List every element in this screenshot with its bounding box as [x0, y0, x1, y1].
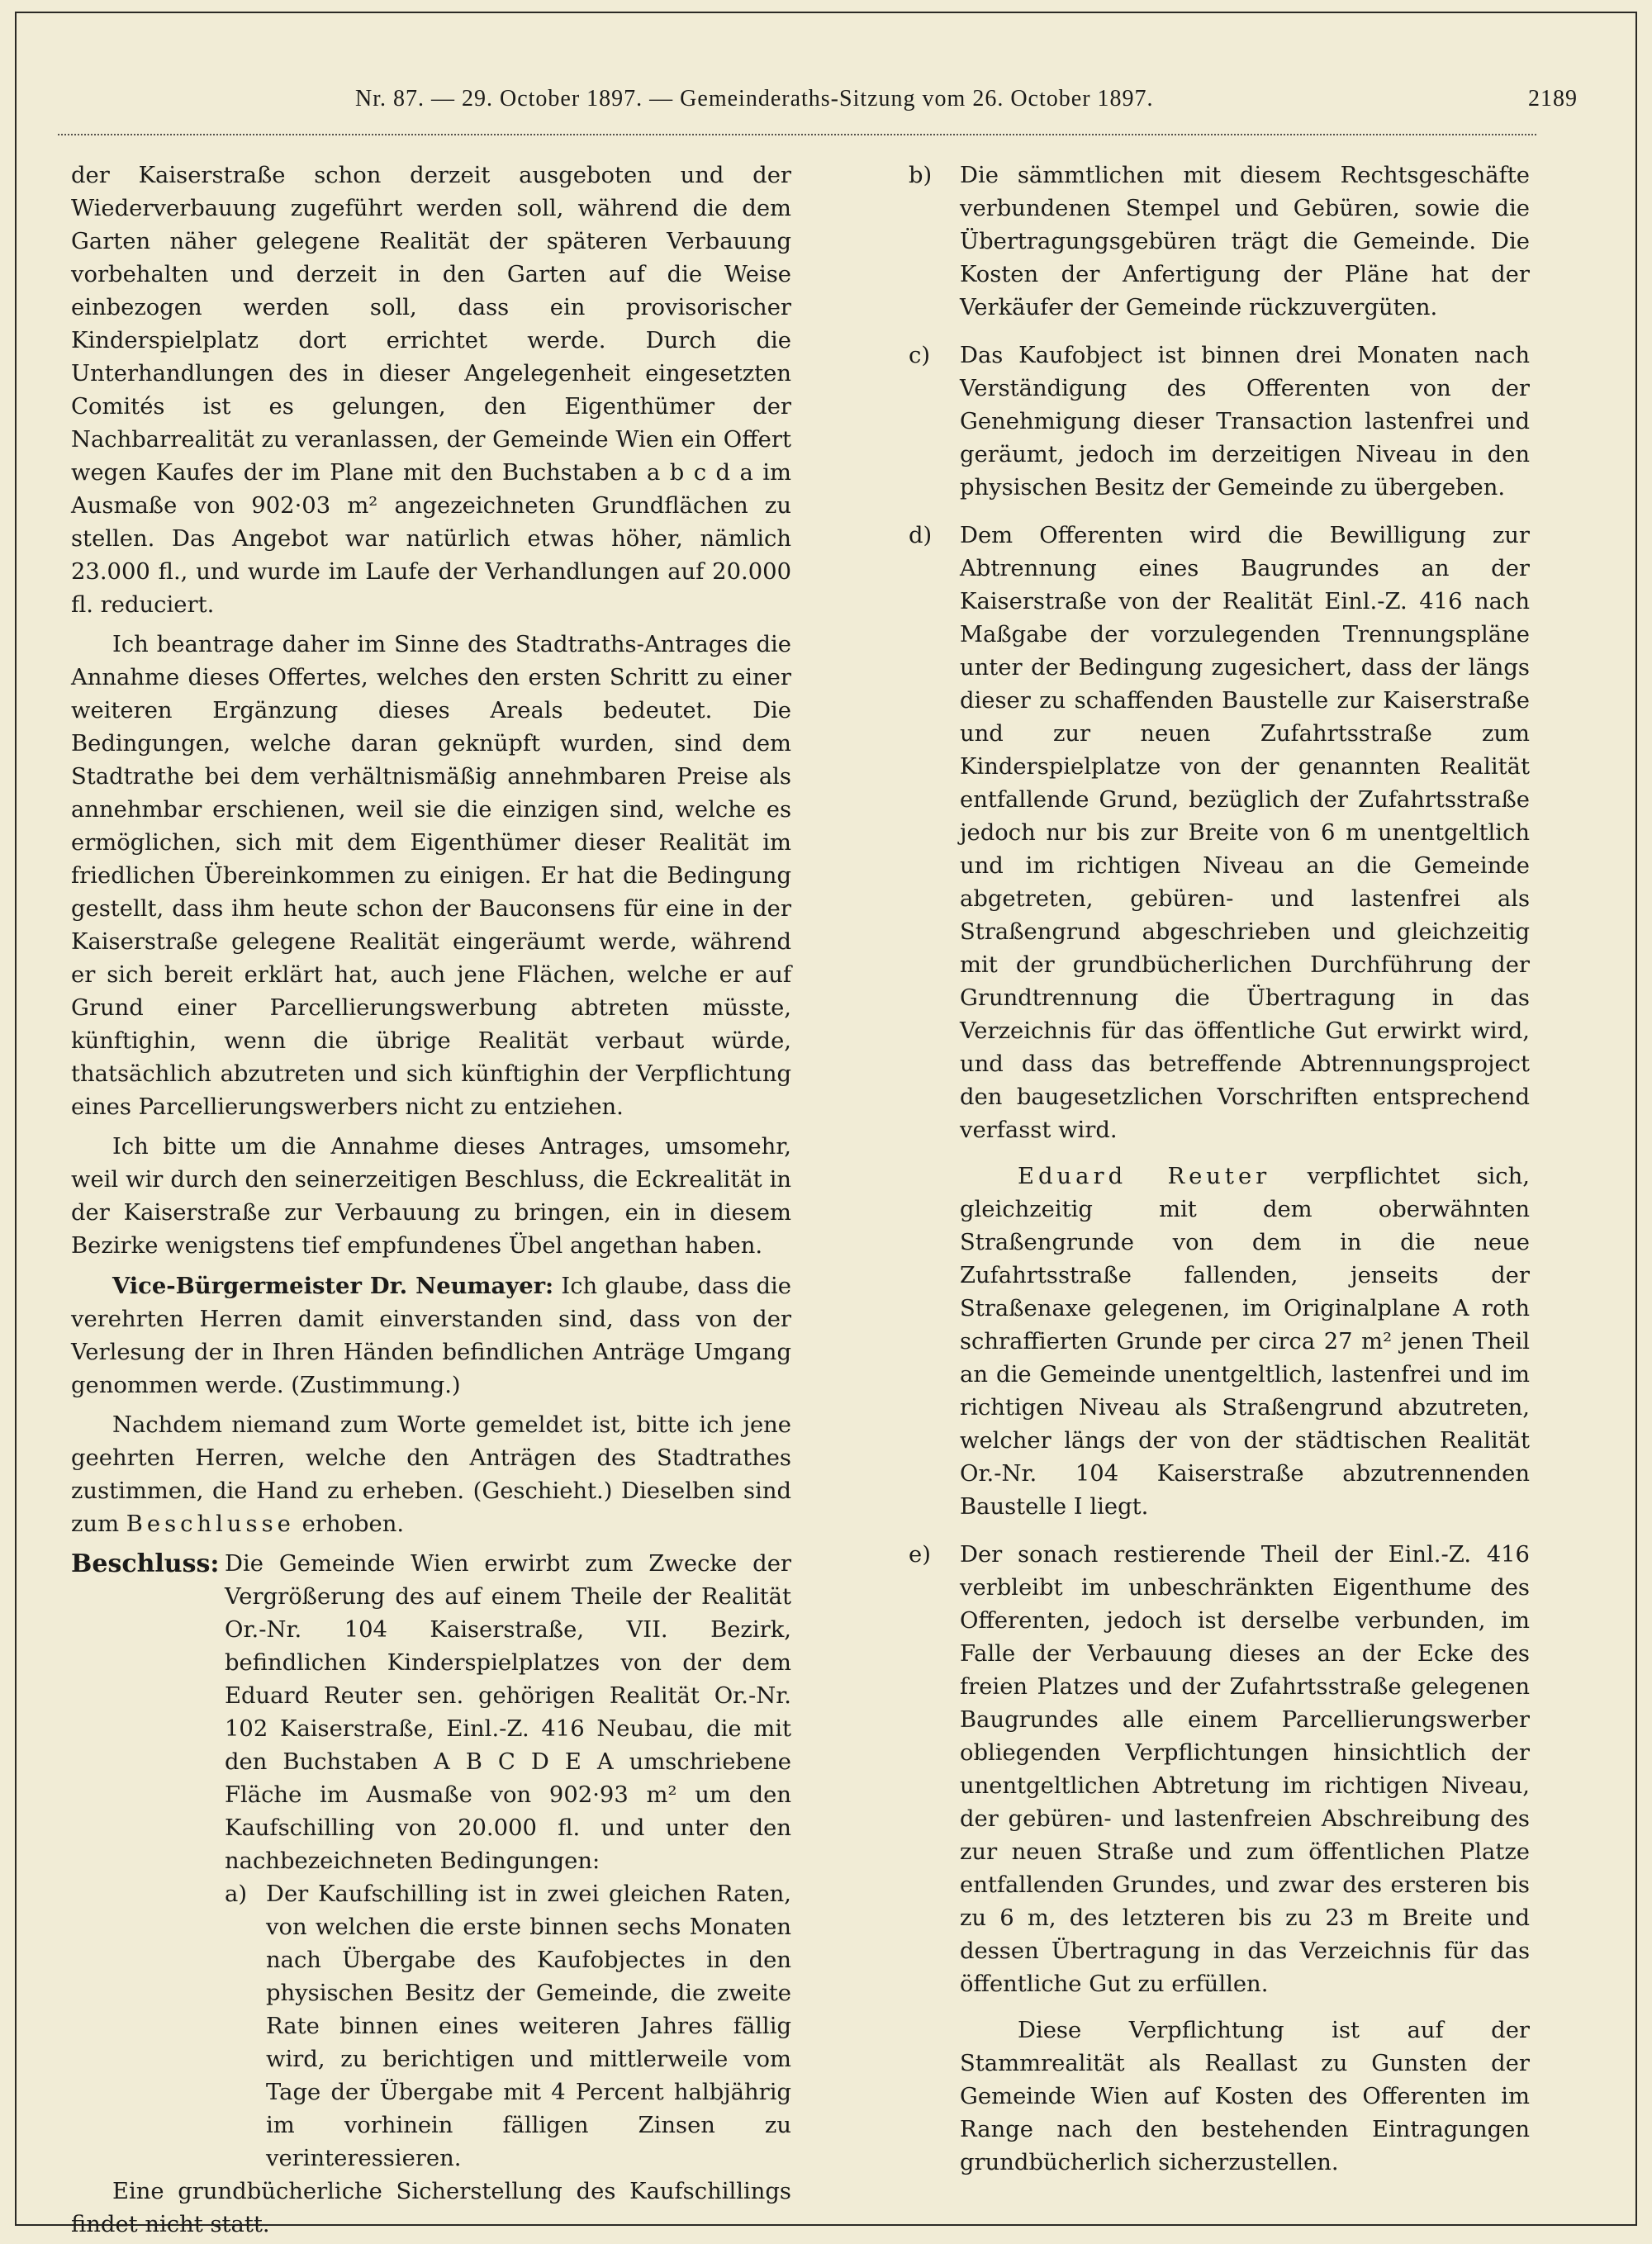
paragraph	[71, 1409, 791, 1541]
item-text: Das Kaufobject ist binnen drei Monaten nach Verständigung des Offerenten von der Genehmigung dieser Transaction lastenfrei und geräumt, jedoch im derzeitigen Niveau in den physischen Besitz der Gemeinde zu übergeben.	[960, 343, 1530, 501]
item-text: Der sonach restierende Theil der Einl.-Z. 416 verbleibt im unbeschränkten Eigenthume des Offerenten, jedoch ist derselbe verbunden, im Falle der Verbauung dieses an der Ecke des freien Platzes und der Zufahrtsstraße gelegenen Baugrundes alle einem Parcellierungswerber obliegenden Verpflichtungen hinsichtlich der unentgeltlichen Abtretung im richtigen Niveau, der gebüren- und lastenfreien Abschreibung des zur neuen Straße und zum öffentlichen Platze entfallenden Grundes, und zwar des ersteren bis zu 6 m, des letzteren bis zu 23 m Breite und dessen Übertragung in das Verzeichnis für das öffentliche Gut zu erfüllen.	[960, 1542, 1530, 1997]
list-item-d	[909, 519, 1530, 1524]
paragraph: Diese Verpflichtung ist auf der Stammrealität als Reallast zu Gunsten der Gemeinde Wien auf Kosten des Offerenten im Range nach den bestehenden Eintragungen grundbücherlich sicherzustellen.	[960, 2018, 1530, 2175]
item-marker: e)	[909, 1542, 931, 1568]
list-item-e	[909, 1539, 1530, 2180]
item-marker: d)	[909, 523, 933, 548]
list-item-a	[225, 1878, 791, 2175]
running-header	[355, 86, 1578, 116]
speaker-paragraph	[71, 1269, 791, 1402]
item-marker: a)	[225, 1881, 248, 1907]
paragraph	[960, 1160, 1530, 1524]
resolution	[71, 1548, 791, 1878]
item-text: Der Kaufschilling ist in zwei gleichen Raten, von welchen die erste binnen sechs Monaten nach Übergabe des Kaufobjectes in den physischen Besitz der Gemeinde, die zweite Rate binnen eines weiteren Jahres fällig wird, zu berichtigen und mittlerweile vom Tage der Übergabe mit 4 Percent halbjährig im vorhinein fälligen Zinsen zu verinteressieren.	[266, 1881, 791, 2171]
paragraph: Eine grundbücherliche Sicherstellung des Kaufschillings findet nicht statt.	[71, 2179, 791, 2237]
item-text: Die sämmtlichen mit diesem Rechtsgeschäfte verbundenen Stempel und Gebüren, sowie die Übertragungsgebüren trägt die Gemeinde. Die Kosten der Anfertigung der Pläne hat der Verkäufer der Gemeinde rückzuvergüten.	[960, 163, 1530, 320]
spaced-word: Beschlusse	[126, 1511, 295, 1537]
speaker-text: Ich glaube, dass die verehrten Herren damit einverstanden sind, dass von der Verlesung der in Ihren Händen befindlichen Anträge Umgang genommen werde. (Zustimmung.)	[71, 1274, 791, 1398]
list-item-c	[909, 339, 1530, 505]
paragraph: Ich beantrage daher im Sinne des Stadtraths-Antrages die Annahme dieses Offertes, welches den ersten Schritt zu einer weiteren Ergänzung dieses Areals bedeutet. Die Bedingungen, welche daran geknüpft wurden, sind dem Stadtrathe bei dem verhältnismäßig annehmbaren Preise als annehmbar erschienen, weil sie die einzigen sind, welche es ermöglichen, sich mit dem Eigenthümer dieser Realität im friedlichen Übereinkommen zu einigen. Er hat die Bedingung gestellt, dass ihm heute schon der Bauconsens für eine in der Kaiserstraße gelegene Realität eingeräumt werde, während er sich bereit erklärt hat, auch jene Flächen, welche er auf Grund einer Parcellierungswerbung abtreten müsste, künftighin, wenn die übrige Realität verbaut würde, thatsächlich abzutreten und sich künftighin der Verpflichtung eines Parcellierungswerbers nicht zu entziehen.	[71, 632, 791, 1120]
header-rule	[58, 129, 1536, 135]
page-number: 2189	[1528, 86, 1578, 111]
speaker-name: Vice-Bürgermeister Dr. Neumayer:	[112, 1273, 554, 1299]
item-marker: b)	[909, 163, 933, 188]
paragraph: der Kaiserstraße schon derzeit ausgeboten und der Wiederverbauung zugeführt werden soll, während die dem Garten näher gelegene Realität der späteren Verbauung vorbehalten und derzeit in den Garten auf die Weise einbezogen werden soll, dass ein provisorischer Kinderspielplatz dort errichtet werde. Durch die Unterhandlungen des in dieser Angelegenheit eingesetzten Comités ist es gelungen, den Eigenthümer der Nachbarrealität zu veranlassen, der Gemeinde Wien ein Offert wegen Kaufes der im Plane mit den Buchstaben a b c d a im Ausmaße von 902·03 m² angezeichneten Grundflächen zu stellen. Das Angebot war natürlich etwas höher, nämlich 23.000 fl., und wurde im Laufe der Verhandlungen auf 20.000 fl. reduciert.	[71, 163, 791, 618]
list-item-b	[909, 159, 1530, 325]
left-column	[71, 159, 791, 2242]
resolution-text: Die Gemeinde Wien erwirbt zum Zwecke der Vergrößerung des auf einem Theile der Realität Or.-Nr. 104 Kaiserstraße, VII. Bezirk, befindlichen Kinderspielplatzes von der dem Eduard Reuter sen. gehörigen Realität Or.-Nr. 102 Kaiserstraße, Einl.-Z. 416 Neubau, die mit den Buchstaben A B C D E A umschriebene Fläche im Ausmaße von 902·93 m² um den Kaufschilling von 20.000 fl. und unter den nachbezeichneten Bedingungen:	[225, 1551, 791, 1874]
paragraph-text: erhoben.	[301, 1511, 405, 1537]
paragraph-text: Nachdem niemand zum Worte gemeldet ist, bitte ich jene geehrten Herren, welche den Anträgen des Stadtrathes zustimmen, die Hand zu erheben. (Geschieht.) Dieselben sind zum	[71, 1412, 791, 1537]
right-column	[909, 159, 1530, 2194]
item-text: Dem Offerenten wird die Bewilligung zur Abtrennung eines Baugrundes an der Kaiserstraße von der Realität Einl.-Z. 416 nach Maßgabe der vorzulegenden Trennungspläne unter der Bedingung zugesichert, dass der längs dieser zu schaffenden Baustelle zur Kaiserstraße und zur neuen Zufahrtsstraße zum Kinderspielplatze von der genannten Realität entfallende Grund, bezüglich der Zufahrtsstraße jedoch nur bis zur Breite von 6 m unentgeltlich und im richtigen Niveau an die Gemeinde abgetreten, gebüren- und lastenfrei als Straßengrund abgeschrieben und gleichzeitig mit der grundbücherlichen Durchführung der Grundtrennung die Übertragung in das Verzeichnis für das öffentliche Gut erwirkt wird, und dass das betreffende Abtrennungsproject den baugesetzlichen Vorschriften entsprechend verfasst wird.	[960, 523, 1530, 1143]
paragraph-text: verpflichtet sich, gleichzeitig mit dem oberwähnten Straßengrunde von dem in die neue Zufahrtsstraße fallenden, jenseits der Straßenaxe gelegenen, im Originalplane A roth schraffierten Grunde per circa 27 m² jenen Theil an die Gemeinde unentgeltlich, lastenfrei und im richtigen Niveau als Straßengrund abzutreten, welcher längs der von der städtischen Realität Or.-Nr. 104 Kaiserstraße abzutrennenden Baustelle I liegt.	[960, 1164, 1530, 1520]
resolution-label: Beschluss:	[71, 1549, 220, 1578]
paragraph: Ich bitte um die Annahme dieses Antrages, umsomehr, weil wir durch den seinerzeitigen Beschluss, die Eckrealität in der Kaiserstraße zur Verbauung zu bringen, ein in diesem Bezirke wenigstens tief empfundenes Übel angethan haben.	[71, 1134, 791, 1259]
item-marker: c)	[909, 343, 931, 368]
header-title: Nr. 87. — 29. October 1897. — Gemeinderaths-Sitzung vom 26. October 1897.	[355, 86, 1154, 111]
person-name: Eduard Reuter	[1018, 1164, 1271, 1189]
